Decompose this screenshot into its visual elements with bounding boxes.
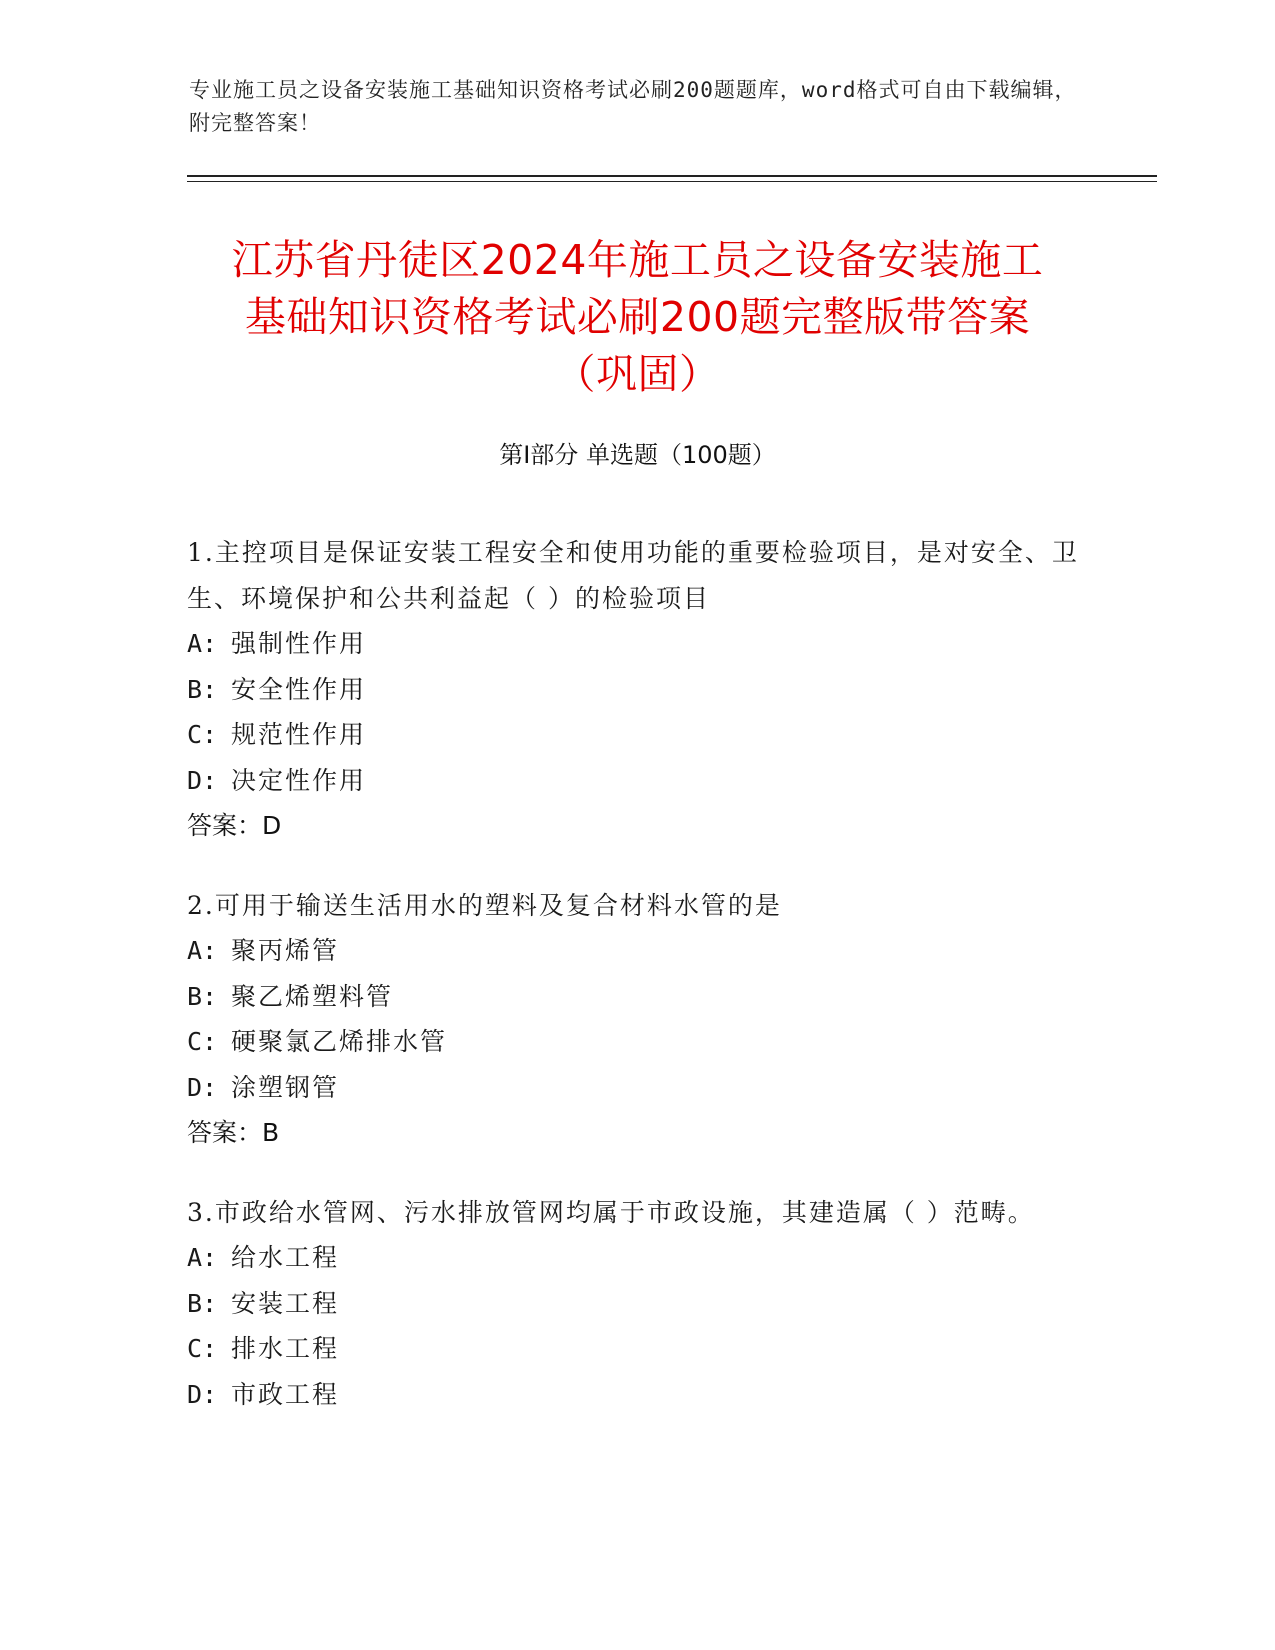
- option-text: 规范性作用: [231, 720, 367, 749]
- option-b: [187, 667, 1087, 713]
- option-a: [187, 1235, 1087, 1281]
- option-text: 硬聚氯乙烯排水管: [231, 1027, 448, 1056]
- option-d: [187, 758, 1087, 804]
- question-1: [187, 530, 1087, 849]
- option-text: 聚乙烯塑料管: [231, 981, 394, 1011]
- option-text: 排水工程: [231, 1334, 340, 1363]
- question-list: [187, 530, 1087, 1451]
- option-text: 强制性作用: [231, 629, 367, 658]
- question-stem: 2.可用于输送生活用水的塑料及复合材料水管的是: [187, 890, 782, 920]
- option-key: A:: [187, 936, 218, 965]
- option-key: A:: [187, 1243, 218, 1272]
- title-line-2: 基础知识资格考试必刷200题完整版带答案: [244, 293, 1031, 341]
- header-rule-thick: [187, 175, 1157, 177]
- option-a: [187, 928, 1087, 974]
- answer: 答案：D: [187, 811, 282, 840]
- option-text: 聚丙烯管: [231, 936, 340, 965]
- option-text: 安装工程: [231, 1288, 340, 1318]
- answer: 答案：B: [187, 1118, 280, 1147]
- option-key: C:: [187, 1334, 218, 1363]
- title-line-1: 江苏省丹徒区2024年施工员之设备安装施工: [231, 236, 1044, 284]
- header-rule-thin: [187, 181, 1157, 182]
- option-text: 涂塑钢管: [231, 1072, 340, 1102]
- option-key: B:: [187, 674, 218, 704]
- question-2: [187, 883, 1087, 1156]
- option-key: C:: [187, 1027, 218, 1056]
- option-d: [187, 1372, 1087, 1418]
- question-3: [187, 1190, 1087, 1418]
- option-b: [187, 974, 1087, 1020]
- option-d: [187, 1065, 1087, 1111]
- option-c: [187, 1019, 1087, 1065]
- option-key: A:: [187, 629, 218, 658]
- title-line-3: （巩固）: [554, 350, 721, 398]
- option-b: [187, 1281, 1087, 1327]
- option-c: [187, 712, 1087, 758]
- option-key: B:: [187, 981, 218, 1011]
- option-text: 安全性作用: [231, 674, 367, 704]
- header-note: 专业施工员之设备安装施工基础知识资格考试必刷200题题库，word格式可自由下载编辑，附完整答案！: [189, 78, 1077, 135]
- option-key: D:: [187, 765, 218, 795]
- question-stem: 1.主控项目是保证安装工程安全和使用功能的重要检验项目，是对安全、卫生、环境保护和公共利益起（ ）的检验项目: [187, 538, 1079, 613]
- option-text: 决定性作用: [231, 765, 367, 795]
- document-title: [160, 232, 1115, 403]
- option-key: D:: [187, 1379, 218, 1409]
- option-key: B:: [187, 1288, 218, 1318]
- option-text: 给水工程: [231, 1243, 340, 1272]
- section-title: 第Ⅰ部分 单选题（100题）: [499, 441, 776, 469]
- option-a: [187, 621, 1087, 667]
- question-stem: 3.市政给水管网、污水排放管网均属于市政设施，其建造属（ ）范畴。: [187, 1197, 1035, 1227]
- option-key: C:: [187, 720, 218, 749]
- option-c: [187, 1326, 1087, 1372]
- option-key: D:: [187, 1072, 218, 1102]
- option-text: 市政工程: [231, 1379, 340, 1409]
